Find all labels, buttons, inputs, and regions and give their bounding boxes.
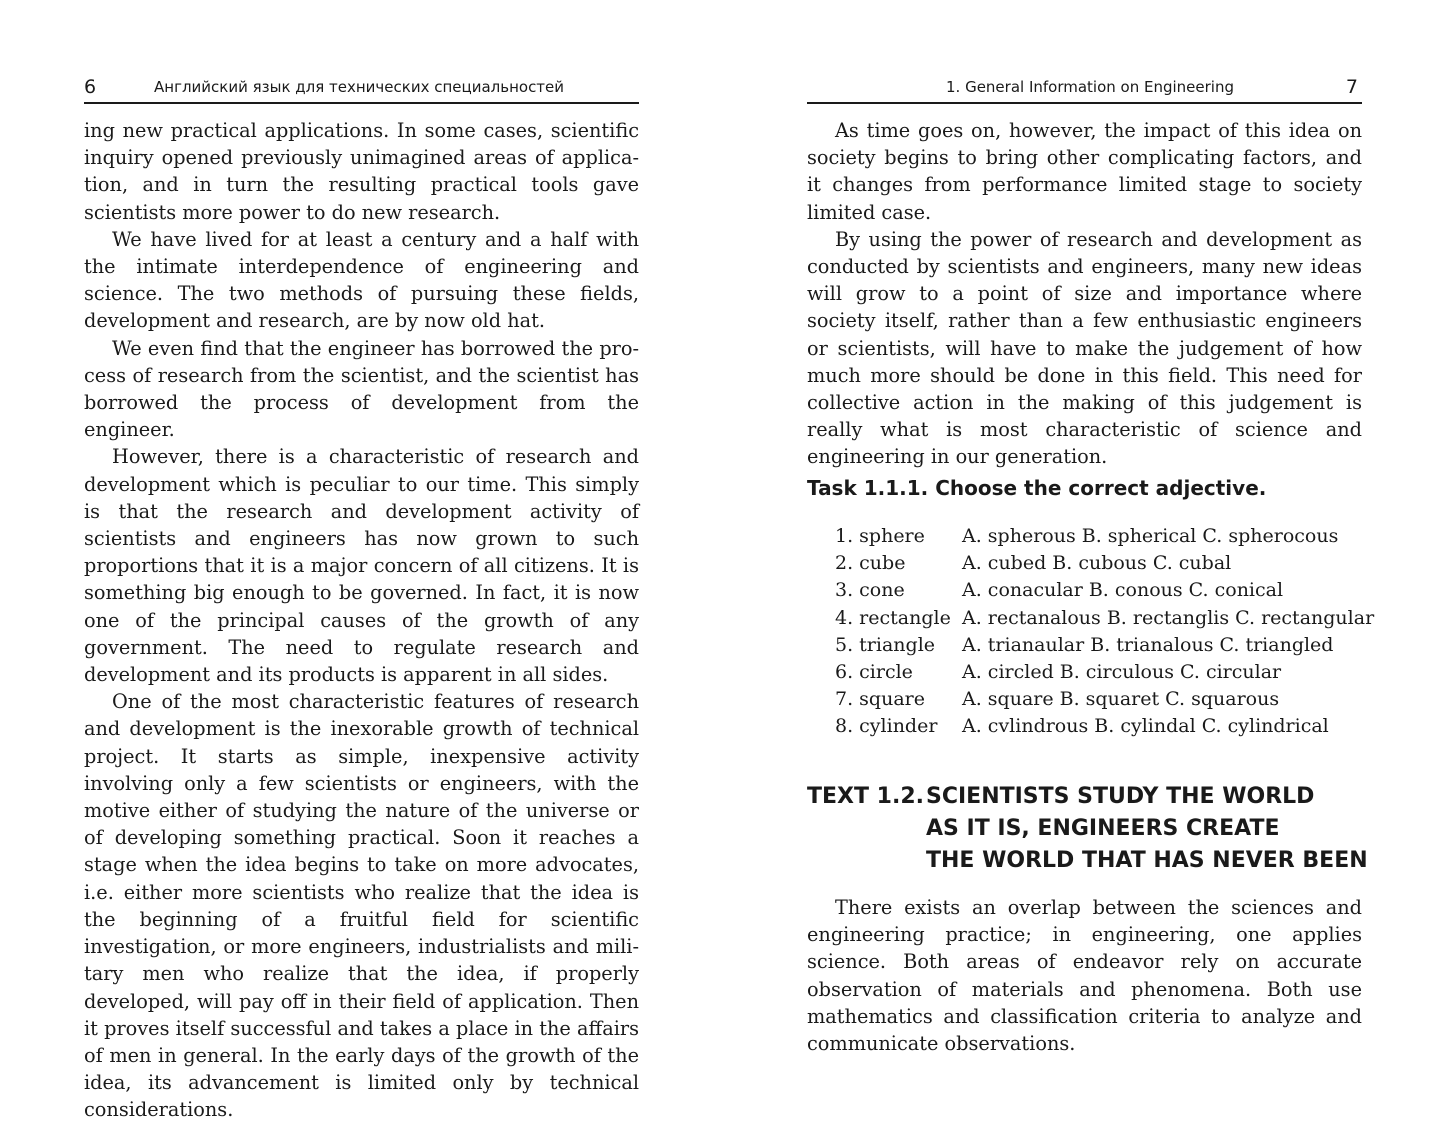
text-heading-line: THE WORLD THAT HAS NEVER BEEN (926, 848, 1368, 873)
task-options: A. circled B. circulous C. circular (962, 661, 1282, 684)
text-heading-label: TEXT 1.2. (807, 784, 924, 809)
task-word: 1. sphere (835, 525, 925, 547)
task-heading: Task 1.1.1. Choose the correct adjective. (807, 476, 1267, 500)
task-options: A. cvlindrous B. cylindal C. cylindrical (962, 715, 1329, 738)
task-options: A. trianaular B. trianalous C. triangled (962, 633, 1334, 656)
paragraph: However, there is a characteristic of research and development which is peculiar to our time. This simply is that the research and development activity of scientists and engineers has now grown to such proportions that it is a major concern of all citizens. It is something big enough to be governed. In fact, it is now one of the principal causes of the growth of any government. The need to regulate research and development and its products is apparent in all sides. (84, 445, 639, 687)
task-item (835, 523, 1374, 550)
task-item (835, 550, 1374, 577)
task-item (835, 577, 1374, 604)
paragraph: As time goes on, however, the impact of this idea on society begins to bring other complicating factors, and it changes from performance limited stage to society limited case. (807, 119, 1362, 224)
task-word: 6. circle (835, 661, 913, 684)
task-options: A. rectanalous B. rectanglis C. rectangular (962, 606, 1375, 629)
paragraph: By using the power of research and development as conducted by scientists and engineers, many new ideas will grow to a point of size and importance where society itself, rather than a few enthusiastic engineers or scientists, will have to make the judgement of how much more should be done in this field. This need for collective action in the making of this judgement is really what is most characteristic of science and engineering in our generation. (807, 227, 1362, 469)
paragraph: One of the most characteristic features of research and development is the inexorable growth of technical project. It starts as simple, inexpensive activity involving only a few scientists or engineers, with the motive either of studying the nature of the universe or of developing something practical. Soon it reaches a stage when the idea begins to take on more advocates, i.e. either more scientists who realize that the idea is the beginning of a fruitful field for scientific investigation, or more engineers, industrialists and military men who realize that the idea, if properly developed, will pay off in their field of application. Then it proves itself successful and takes a place in the affairs of men in general. In the early days of the growth of the idea, its advancement is limited only by technical considerations. (84, 690, 639, 1122)
task-item (835, 686, 1374, 713)
task-item (835, 605, 1374, 632)
paragraph: We even find that the engineer has borrowed the process of research from the scientist, and the scientist has borrowed the process of development from the engineer. (84, 336, 639, 442)
right-body-text-2 (807, 894, 1362, 1057)
paragraph: There exists an overlap between the sciences and engineering practice; in engineering, one applies science. Both areas of endeavor rely on accurate observation of materials and phenomena. Both use mathematics and classification criteria to analyze and communicate observations. (807, 896, 1362, 1056)
right-body-text (807, 117, 1362, 471)
text-heading-line: AS IT IS, ENGINEERS CREATE (926, 816, 1280, 841)
right-page-number: 7 (1345, 76, 1358, 98)
task-options: A. conacular B. conous C. conical (962, 579, 1284, 602)
task-item (835, 632, 1374, 659)
text-heading-line: SCIENTISTS STUDY THE WORLD (926, 784, 1315, 809)
task-word: 8. cylinder (835, 715, 938, 738)
task-options: A. spherous B. spherical C. spherocous (962, 525, 1339, 547)
right-running-head (807, 74, 1362, 104)
task-list (835, 523, 1374, 741)
task-word: 2. cube (835, 552, 906, 575)
left-page-number: 6 (84, 76, 97, 98)
left-running-head (84, 74, 639, 104)
right-running-title: 1. General Information on Engineering (945, 78, 1234, 96)
paragraph: ing new practical applications. In some cases, scientific inquiry opened previously unimagined areas of application, and in turn the resulting practical tools gave scientists more power to do new research. (84, 119, 639, 224)
task-options: A. cubed B. cubous C. cubal (962, 552, 1232, 575)
left-body-text (84, 117, 639, 1124)
task-item (835, 659, 1374, 686)
text-heading-title (926, 781, 1368, 877)
left-running-title: Английский язык для технических специальностей (154, 78, 565, 96)
task-word: 5. triangle (835, 633, 936, 656)
task-item (835, 713, 1374, 740)
task-word: 4. rectangle (835, 606, 951, 629)
task-word: 3. cone (835, 579, 905, 602)
task-word: 7. square (835, 688, 925, 711)
task-options: A. square B. squaret C. squarous (962, 688, 1280, 711)
paragraph: We have lived for at least a century and a half with the intimate interdependence of engineering and science. The two methods of pursuing these fields, development and research, are by now old hat. (84, 227, 639, 333)
